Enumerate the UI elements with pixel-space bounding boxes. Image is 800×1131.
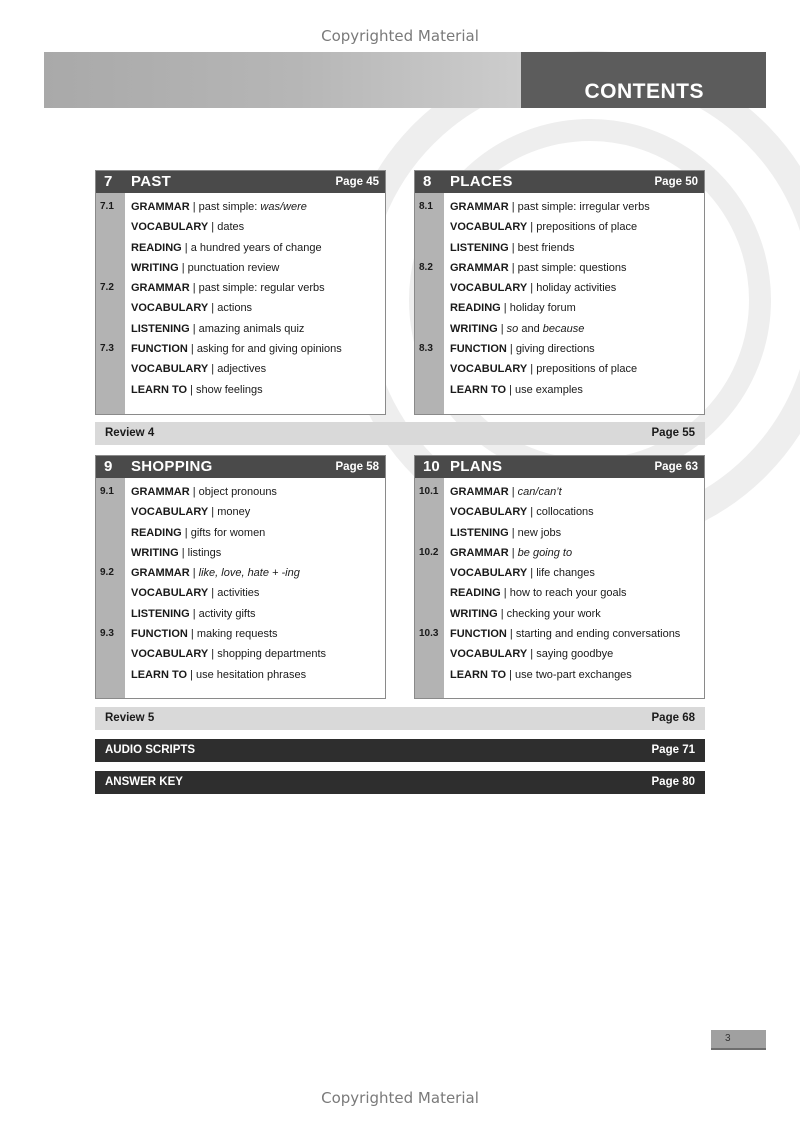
row-content: VOCABULARY | money [131,506,251,519]
contents-row [415,380,704,400]
skill-label: VOCABULARY [450,363,528,376]
row-content: LEARN TO | show feelings [131,383,263,396]
skill-label: VOCABULARY [131,648,209,661]
section-number: 9.3 [100,628,114,640]
row-content: WRITING | listings [131,546,222,559]
skill-label: GRAMMAR [131,486,190,498]
row-content: READING | gifts for women [131,526,266,539]
skill-label: GRAMMAR [131,201,190,213]
topic-text: adjectives [217,363,267,376]
row-content: LISTENING | best friends [450,241,575,254]
topic-text: best friends [517,241,575,254]
topic-text: dates [217,221,245,234]
skill-label: VOCABULARY [450,506,528,519]
contents-row [96,217,385,237]
contents-row [96,238,385,258]
topic-text: object pronouns [198,486,277,498]
row-content: GRAMMAR | can/can’t [450,486,562,498]
unit-9-box [95,455,386,699]
review-bar [95,707,705,730]
topic-text: past simple: questions [517,261,627,274]
contents-row [415,523,704,543]
skill-label: FUNCTION [131,343,188,356]
topic-text: making requests [196,628,278,641]
skill-label: VOCABULARY [131,506,209,519]
contents-row [96,644,385,664]
topic-text: asking for and giving opinions [196,343,342,356]
contents-row [96,624,385,644]
skill-label: FUNCTION [131,628,188,641]
contents-row [96,543,385,563]
topic-text: how to reach your goals [509,587,627,600]
topic-text: gifts for women [190,526,266,539]
unit-number: 10 [423,458,440,475]
skill-label: READING [450,587,501,600]
contents-row [96,502,385,522]
bar-page-ref: Page 71 [651,744,695,756]
section-number: 10.1 [419,486,439,497]
skill-label: WRITING [131,261,179,274]
contents-row [96,563,385,583]
section-number: 8.3 [419,343,433,355]
review-bar [95,422,705,445]
contents-row [415,644,704,664]
unit-number: 8 [423,173,432,190]
row-content: LISTENING | amazing animals quiz [131,322,305,335]
topic-italic: so [506,322,519,335]
bar-page-ref: Page 80 [651,776,695,788]
skill-label: WRITING [450,607,498,620]
topic-text: activity gifts [198,607,256,620]
row-content: VOCABULARY | collocations [450,506,594,519]
unit-page-ref: Page 50 [654,176,698,188]
bar-label: ANSWER KEY [105,776,183,788]
unit-title: PLANS [450,458,503,475]
skill-label: GRAMMAR [450,201,509,213]
skill-label: LEARN TO [450,668,507,681]
topic-text: amazing animals quiz [198,322,305,335]
skill-label: GRAMMAR [450,486,509,498]
section-number: 9.2 [100,567,114,579]
row-content: GRAMMAR | past simple: was/were [131,201,307,213]
contents-row [415,665,704,685]
row-content: GRAMMAR | past simple: irregular verbs [450,201,650,213]
unit-title: SHOPPING [131,458,213,475]
topic-text: life changes [536,567,595,580]
copyright-watermark-bottom: Copyrighted Material [321,1089,479,1107]
row-content: LEARN TO | use hesitation phrases [131,668,307,681]
skill-label: GRAMMAR [450,546,509,559]
topic-italic: can/can’t [517,486,562,498]
unit-header [96,171,385,193]
section-number: 7.2 [100,282,114,294]
contents-row [96,298,385,318]
row-content: LEARN TO | use examples [450,383,583,396]
row-content: FUNCTION | asking for and giving opinions [131,343,342,356]
topic-text: past simple: [198,201,261,213]
page-number: 3 [725,1033,731,1044]
skill-label: FUNCTION [450,628,507,641]
row-content: READING | a hundred years of change [131,241,322,254]
section-number: 8.2 [419,261,433,273]
copyright-watermark-top: Copyrighted Material [321,27,479,45]
skill-label: LEARN TO [131,668,188,681]
row-content: WRITING | punctuation review [131,261,280,274]
topic-text: new jobs [517,526,562,539]
skill-label: VOCABULARY [450,221,528,234]
contents-row [415,319,704,339]
row-content: GRAMMAR | object pronouns [131,486,277,498]
row-content: VOCABULARY | prepositions of place [450,221,638,234]
topic-text: a hundred years of change [190,241,322,254]
row-content: VOCABULARY | activities [131,587,260,600]
skill-label: VOCABULARY [131,302,209,315]
contents-row [415,258,704,278]
skill-label: VOCABULARY [131,221,209,234]
skill-label: VOCABULARY [450,567,528,580]
row-content: VOCABULARY | life changes [450,567,595,580]
contents-row [415,543,704,563]
contents-row [415,217,704,237]
row-content: GRAMMAR | past simple: regular verbs [131,282,325,295]
skill-label: READING [131,526,182,539]
topic-text: show feelings [196,383,263,396]
topic-text: use two-part exchanges [515,668,632,681]
row-content: LISTENING | activity gifts [131,607,256,620]
topic-text: holiday forum [509,302,576,315]
unit-header [96,456,385,478]
skill-label: VOCABULARY [450,282,528,295]
unit-page-ref: Page 58 [335,461,379,473]
row-content: VOCABULARY | saying goodbye [450,648,614,661]
row-content: VOCABULARY | shopping departments [131,648,327,661]
contents-row [415,359,704,379]
row-content: VOCABULARY | dates [131,221,245,234]
bar-page-ref: Page 68 [651,712,695,724]
section-number: 7.1 [100,201,114,212]
unit-10-box [414,455,705,699]
contents-banner [44,52,766,108]
topic-text: giving directions [515,343,595,356]
topic-text: money [217,506,251,519]
contents-row [415,583,704,603]
skill-label: LISTENING [131,607,190,620]
contents-row [415,482,704,502]
topic-text: use examples [515,383,583,396]
contents-row [415,624,704,644]
section-number: 10.2 [419,546,439,558]
contents-row [415,502,704,522]
unit-page-ref: Page 63 [654,461,698,473]
skill-label: GRAMMAR [131,567,190,580]
skill-label: WRITING [450,322,498,335]
row-content: WRITING | checking your work [450,607,601,620]
skill-label: VOCABULARY [131,363,209,376]
row-content: WRITING | so and because [450,322,585,335]
unit-7-box [95,170,386,415]
topic-text: prepositions of place [536,221,638,234]
contents-row [96,278,385,298]
skill-label: VOCABULARY [131,587,209,600]
bar-label: Review 5 [105,712,155,724]
contents-row [96,665,385,685]
skill-label: LISTENING [131,322,190,335]
contents-row [96,482,385,502]
skill-label: GRAMMAR [131,282,190,295]
skill-label: LEARN TO [131,383,188,396]
unit-number: 9 [104,458,113,475]
topic-text: past simple: irregular verbs [517,201,650,213]
skill-label: READING [131,241,182,254]
row-content: VOCABULARY | actions [131,302,253,315]
topic-text: shopping departments [217,648,327,661]
row-content: FUNCTION | giving directions [450,343,595,356]
contents-row [415,339,704,359]
section-bar [95,739,705,762]
unit-8-box [414,170,705,415]
contents-row [415,238,704,258]
topic-italic: be going to [517,546,573,559]
bar-page-ref: Page 55 [651,427,695,439]
topic-text: listings [187,546,222,559]
contents-row [415,278,704,298]
skill-label: WRITING [131,546,179,559]
section-number: 7.3 [100,343,114,355]
bar-label: Review 4 [105,427,155,439]
section-number: 8.1 [419,201,433,212]
topic-text: prepositions of place [536,363,638,376]
contents-row [415,197,704,217]
section-number: 9.1 [100,486,114,497]
row-content: LEARN TO | use two-part exchanges [450,668,632,681]
topic-text: checking your work [506,607,601,620]
section-number: 10.3 [419,628,439,640]
contents-row [96,583,385,603]
contents-row [96,197,385,217]
contents-row [96,319,385,339]
row-content: FUNCTION | making requests [131,628,278,641]
contents-row [415,604,704,624]
topic-text: past simple: regular verbs [198,282,325,295]
skill-label: FUNCTION [450,343,507,356]
skill-label: LISTENING [450,241,509,254]
row-content: GRAMMAR | like, love, hate + -ing [131,567,300,580]
topic-text: holiday activities [536,282,617,295]
unit-title: PLACES [450,173,513,190]
row-content: READING | holiday forum [450,302,576,315]
unit-header [415,456,704,478]
row-content: GRAMMAR | past simple: questions [450,261,627,274]
page-title: CONTENTS [584,80,704,103]
unit-page-ref: Page 45 [335,176,379,188]
topic-text: use hesitation phrases [196,668,307,681]
unit-title: PAST [131,173,172,190]
skill-label: LISTENING [450,526,509,539]
row-content: VOCABULARY | holiday activities [450,282,617,295]
topic-italic: was/were [260,201,307,213]
topic-text: punctuation review [187,261,280,274]
skill-label: READING [450,302,501,315]
row-content: GRAMMAR | be going to [450,546,573,559]
contents-row [415,298,704,318]
contents-row [415,563,704,583]
row-content: LISTENING | new jobs [450,526,562,539]
contents-row [96,339,385,359]
bar-label: AUDIO SCRIPTS [105,744,196,756]
unit-header [415,171,704,193]
row-content: FUNCTION | starting and ending conversations [450,628,681,641]
topic-italic: like, love, hate + -ing [198,567,300,580]
row-content: READING | how to reach your goals [450,587,627,600]
topic-text: collocations [536,506,594,519]
skill-label: GRAMMAR [450,261,509,274]
contents-row [96,523,385,543]
skill-label: LEARN TO [450,383,507,396]
topic-text: saying goodbye [536,648,614,661]
contents-row [96,359,385,379]
row-content: VOCABULARY | adjectives [131,363,267,376]
topic-text: starting and ending conversations [515,628,681,641]
row-content: VOCABULARY | prepositions of place [450,363,638,376]
unit-number: 7 [104,173,113,190]
contents-row [96,258,385,278]
topic-text: actions [217,302,253,315]
skill-label: VOCABULARY [450,648,528,661]
contents-row [96,604,385,624]
topic-text: activities [217,587,260,600]
page-number-tab [711,1030,766,1050]
topic-italic: because [542,322,585,335]
topic-text: and [518,322,543,335]
section-bar [95,771,705,794]
contents-row [96,380,385,400]
